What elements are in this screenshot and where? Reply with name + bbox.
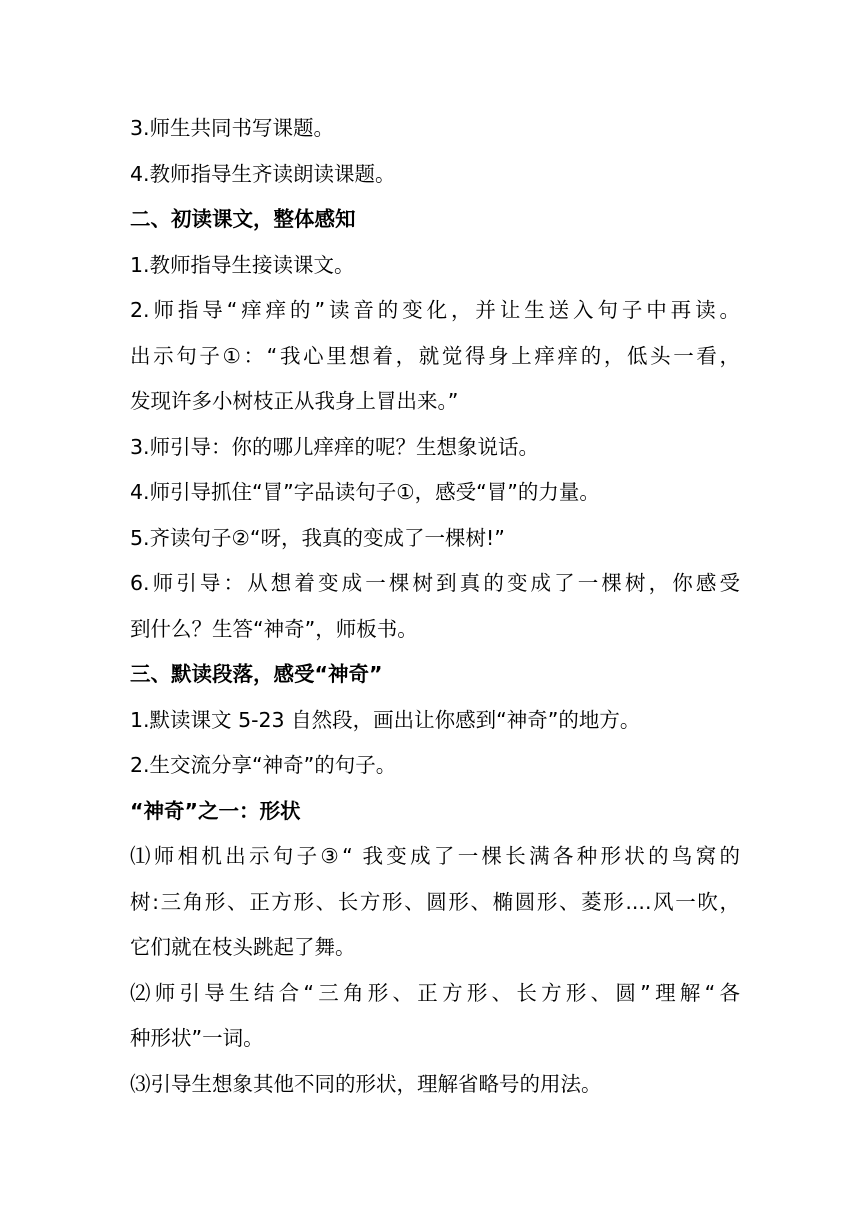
text-line: 5.齐读句子②“呀，我真的变成了一棵树!”: [130, 526, 505, 550]
text-line: 6.师引导：从想着变成一棵树到真的变成了一棵树，你感受: [130, 571, 740, 595]
text-line: 3.师引导：你的哪儿痒痒的呢？生想象说话。: [130, 435, 540, 459]
subsection-heading: “神奇”之一：形状: [130, 799, 301, 823]
text-line: 发现许多小树枝正从我身上冒出来。”: [130, 389, 459, 413]
text-line: 2.生交流分享“神奇”的句子。: [130, 753, 397, 777]
text-line: 种形状”一词。: [130, 1026, 264, 1050]
text-line: 4.师引导抓住“冒”字品读句子①，感受“冒”的力量。: [130, 480, 600, 504]
section-heading: 三、默读段落，感受“神奇”: [130, 662, 383, 686]
text-line: 它们就在枝头跳起了舞。: [130, 935, 356, 959]
text-line: 2.师指导“痒痒的”读音的变化，并让生送入句子中再读。: [130, 298, 740, 322]
text-line: ⑶引导生想象其他不同的形状，理解省略号的用法。: [130, 1072, 602, 1096]
text-line: 4.教师指导生齐读朗读课题。: [130, 162, 396, 186]
text-line: ⑵师引导生结合“三角形、正方形、长方形、圆”理解“各: [130, 981, 740, 1005]
text-line: 到什么？生答“神奇”，师板书。: [130, 617, 418, 641]
text-line: 1.默读课文 5-23 自然段，画出让你感到“神奇”的地方。: [130, 708, 641, 732]
section-heading: 二、初读课文，整体感知: [130, 207, 356, 231]
text-line: 出示句子①：“我心里想着，就觉得身上痒痒的，低头一看，: [130, 344, 740, 368]
text-line: ⑴师相机出示句子③“ 我变成了一棵长满各种形状的鸟窝的: [130, 844, 740, 868]
text-line: 树:三角形、正方形、长方形、圆形、椭圆形、菱形....风一吹，: [130, 890, 740, 914]
text-line: 3.师生共同书写课题。: [130, 116, 335, 140]
text-line: 1.教师指导生接读课文。: [130, 253, 355, 277]
